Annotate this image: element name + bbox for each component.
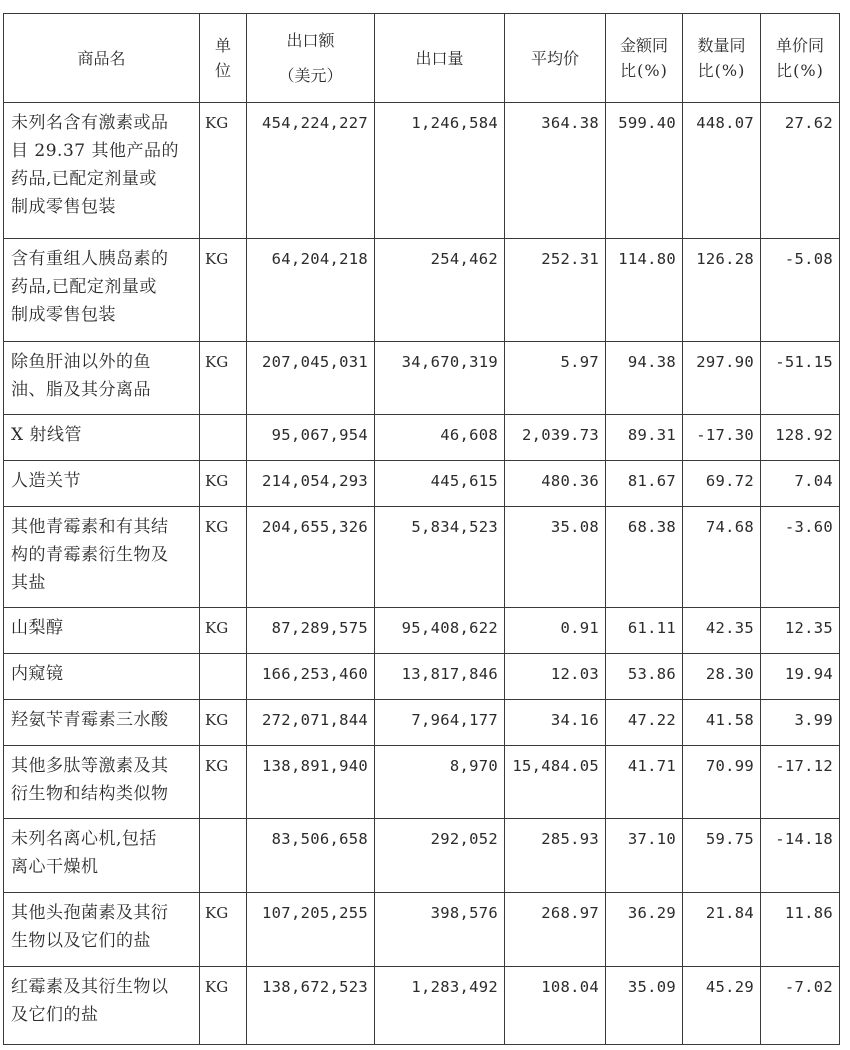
- product-name-line: 除鱼肝油以外的鱼: [11, 352, 151, 372]
- table-row: [4, 608, 840, 654]
- product-name-cell: [4, 654, 200, 700]
- unit-cell: KG: [200, 608, 247, 654]
- unit-cell: KG: [200, 700, 247, 746]
- header-unit: 单 位: [200, 14, 247, 103]
- product-name-cell: [4, 415, 200, 461]
- price-yoy-cell: -3.60: [761, 507, 840, 608]
- average-price-cell: 12.03: [505, 654, 606, 700]
- product-name-cell: [4, 746, 200, 819]
- product-name-cell: [4, 893, 200, 967]
- average-price-cell: 252.31: [505, 239, 606, 342]
- export-amount-cell: 87,289,575: [247, 608, 375, 654]
- header-export-amount: 出口额 （美元）: [247, 14, 375, 103]
- export-quantity-cell: 1,246,584: [375, 103, 505, 239]
- amount-yoy-cell: 599.40: [606, 103, 683, 239]
- price-yoy-cell: 27.62: [761, 103, 840, 239]
- export-amount-cell: 138,891,940: [247, 746, 375, 819]
- export-quantity-cell: 5,834,523: [375, 507, 505, 608]
- table-body: [4, 103, 840, 1045]
- average-price-cell: 0.91: [505, 608, 606, 654]
- product-name-line: 衍生物和结构类似物: [11, 784, 169, 804]
- export-quantity-cell: 46,608: [375, 415, 505, 461]
- quantity-yoy-cell: 74.68: [683, 507, 761, 608]
- quantity-yoy-cell: 45.29: [683, 967, 761, 1045]
- amount-yoy-cell: 53.86: [606, 654, 683, 700]
- product-name-line: 山梨醇: [11, 618, 64, 638]
- quantity-yoy-cell: -17.30: [683, 415, 761, 461]
- table-row: [4, 746, 840, 819]
- product-name-line: 内窥镜: [11, 664, 64, 684]
- product-name-line: 羟氨苄青霉素三水酸: [11, 710, 169, 730]
- export-amount-cell: 214,054,293: [247, 461, 375, 507]
- product-name-line: 构的青霉素衍生物及: [11, 545, 169, 565]
- quantity-yoy-cell: 41.58: [683, 700, 761, 746]
- average-price-cell: 5.97: [505, 342, 606, 415]
- amount-yoy-cell: 47.22: [606, 700, 683, 746]
- product-name-cell: [4, 608, 200, 654]
- unit-cell: KG: [200, 103, 247, 239]
- amount-yoy-cell: 114.80: [606, 239, 683, 342]
- product-name-line: 其他青霉素和有其结: [11, 517, 169, 537]
- export-quantity-cell: 34,670,319: [375, 342, 505, 415]
- product-name-line: 药品,已配定剂量或: [11, 277, 157, 297]
- product-name-cell: [4, 967, 200, 1045]
- average-price-cell: 15,484.05: [505, 746, 606, 819]
- export-quantity-cell: 7,964,177: [375, 700, 505, 746]
- price-yoy-cell: -51.15: [761, 342, 840, 415]
- product-name-line: 未列名含有激素或品: [11, 113, 169, 133]
- amount-yoy-cell: 81.67: [606, 461, 683, 507]
- price-yoy-cell: 11.86: [761, 893, 840, 967]
- price-yoy-cell: 3.99: [761, 700, 840, 746]
- product-name-cell: [4, 461, 200, 507]
- quantity-yoy-cell: 59.75: [683, 819, 761, 893]
- average-price-cell: 108.04: [505, 967, 606, 1045]
- product-name-cell: [4, 507, 200, 608]
- product-name-cell: [4, 103, 200, 239]
- quantity-yoy-cell: 69.72: [683, 461, 761, 507]
- amount-yoy-cell: 37.10: [606, 819, 683, 893]
- price-yoy-cell: 7.04: [761, 461, 840, 507]
- unit-cell: KG: [200, 507, 247, 608]
- product-name-line: 制成零售包装: [11, 197, 116, 217]
- export-table: [3, 13, 840, 1045]
- export-amount-cell: 272,071,844: [247, 700, 375, 746]
- product-name-line: 其他头孢菌素及其衍: [11, 903, 169, 923]
- header-export-quantity: 出口量: [375, 14, 505, 103]
- export-quantity-cell: 95,408,622: [375, 608, 505, 654]
- export-quantity-cell: 8,970: [375, 746, 505, 819]
- quantity-yoy-cell: 448.07: [683, 103, 761, 239]
- header-price-yoy: 单价同 比(%): [761, 14, 840, 103]
- export-quantity-cell: 1,283,492: [375, 967, 505, 1045]
- average-price-cell: 480.36: [505, 461, 606, 507]
- export-amount-cell: 454,224,227: [247, 103, 375, 239]
- average-price-cell: 2,039.73: [505, 415, 606, 461]
- amount-yoy-cell: 41.71: [606, 746, 683, 819]
- table-row: [4, 967, 840, 1045]
- product-name-line: 其他多肽等激素及其: [11, 756, 169, 776]
- export-amount-cell: 207,045,031: [247, 342, 375, 415]
- quantity-yoy-cell: 28.30: [683, 654, 761, 700]
- table-row: [4, 819, 840, 893]
- product-name-line: X 射线管: [11, 425, 83, 445]
- product-name-line: 药品,已配定剂量或: [11, 169, 157, 189]
- average-price-cell: 285.93: [505, 819, 606, 893]
- product-name-cell: [4, 342, 200, 415]
- amount-yoy-cell: 68.38: [606, 507, 683, 608]
- product-name-line: 红霉素及其衍生物以: [11, 977, 169, 997]
- export-amount-cell: 64,204,218: [247, 239, 375, 342]
- quantity-yoy-cell: 21.84: [683, 893, 761, 967]
- product-name-line: 未列名离心机,包括: [11, 829, 157, 849]
- price-yoy-cell: -17.12: [761, 746, 840, 819]
- export-quantity-cell: 13,817,846: [375, 654, 505, 700]
- export-amount-cell: 95,067,954: [247, 415, 375, 461]
- unit-cell: [200, 654, 247, 700]
- amount-yoy-cell: 94.38: [606, 342, 683, 415]
- unit-cell: KG: [200, 893, 247, 967]
- price-yoy-cell: -7.02: [761, 967, 840, 1045]
- product-name-line: 目 29.37 其他产品的: [11, 141, 179, 161]
- amount-yoy-cell: 89.31: [606, 415, 683, 461]
- average-price-cell: 268.97: [505, 893, 606, 967]
- price-yoy-cell: 19.94: [761, 654, 840, 700]
- price-yoy-cell: -5.08: [761, 239, 840, 342]
- price-yoy-cell: -14.18: [761, 819, 840, 893]
- table-row: [4, 893, 840, 967]
- product-name-line: 生物以及它们的盐: [11, 931, 151, 951]
- unit-cell: [200, 819, 247, 893]
- table-row: [4, 461, 840, 507]
- table-row: [4, 700, 840, 746]
- price-yoy-cell: 128.92: [761, 415, 840, 461]
- quantity-yoy-cell: 70.99: [683, 746, 761, 819]
- unit-cell: KG: [200, 239, 247, 342]
- average-price-cell: 364.38: [505, 103, 606, 239]
- export-amount-cell: 204,655,326: [247, 507, 375, 608]
- product-name-cell: [4, 239, 200, 342]
- amount-yoy-cell: 36.29: [606, 893, 683, 967]
- export-amount-cell: 138,672,523: [247, 967, 375, 1045]
- product-name-cell: [4, 819, 200, 893]
- amount-yoy-cell: 61.11: [606, 608, 683, 654]
- export-quantity-cell: 254,462: [375, 239, 505, 342]
- unit-cell: KG: [200, 461, 247, 507]
- export-quantity-cell: 292,052: [375, 819, 505, 893]
- table-row: [4, 507, 840, 608]
- export-quantity-cell: 398,576: [375, 893, 505, 967]
- quantity-yoy-cell: 126.28: [683, 239, 761, 342]
- average-price-cell: 34.16: [505, 700, 606, 746]
- table-row: [4, 239, 840, 342]
- table-row: [4, 103, 840, 239]
- quantity-yoy-cell: 42.35: [683, 608, 761, 654]
- product-name-line: 及它们的盐: [11, 1005, 99, 1025]
- average-price-cell: 35.08: [505, 507, 606, 608]
- product-name-line: 人造关节: [11, 471, 81, 491]
- header-amount-yoy: 金额同 比(%): [606, 14, 683, 103]
- header-product-name: 商品名: [4, 14, 200, 103]
- product-name-line: 离心干燥机: [11, 857, 99, 877]
- header-average-price: 平均价: [505, 14, 606, 103]
- table-row: [4, 415, 840, 461]
- header-quantity-yoy: 数量同 比(%): [683, 14, 761, 103]
- export-amount-cell: 166,253,460: [247, 654, 375, 700]
- export-amount-cell: 83,506,658: [247, 819, 375, 893]
- product-name-line: 油、脂及其分离品: [11, 380, 151, 400]
- table-row: [4, 654, 840, 700]
- product-name-cell: [4, 700, 200, 746]
- amount-yoy-cell: 35.09: [606, 967, 683, 1045]
- product-name-line: 含有重组人胰岛素的: [11, 249, 169, 269]
- unit-cell: [200, 415, 247, 461]
- quantity-yoy-cell: 297.90: [683, 342, 761, 415]
- header-row: [4, 14, 840, 103]
- export-amount-cell: 107,205,255: [247, 893, 375, 967]
- unit-cell: KG: [200, 746, 247, 819]
- export-quantity-cell: 445,615: [375, 461, 505, 507]
- product-name-line: 制成零售包装: [11, 305, 116, 325]
- unit-cell: KG: [200, 967, 247, 1045]
- unit-cell: KG: [200, 342, 247, 415]
- table-row: [4, 342, 840, 415]
- price-yoy-cell: 12.35: [761, 608, 840, 654]
- product-name-line: 其盐: [11, 573, 46, 593]
